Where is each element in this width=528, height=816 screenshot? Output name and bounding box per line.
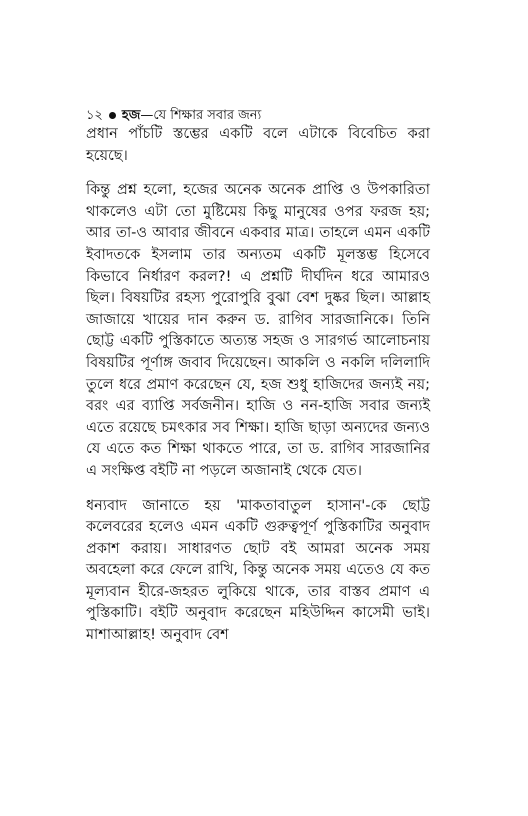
book-subtitle: —যে শিক্ষার সবার জন্য	[140, 108, 262, 123]
paragraph-1: প্রধান পাঁচটি স্তম্ভের একটি বলে এটাকে বিবেচিত করা হয়েছে।	[86, 126, 430, 164]
page-number: ১২	[86, 108, 103, 123]
running-header	[86, 108, 261, 124]
body-text	[86, 124, 430, 647]
bullet-icon	[109, 112, 116, 119]
book-title: হজ	[121, 108, 141, 123]
paragraph-3: ধন্যবাদ জানাতে হয় 'মাকতাবাতুল হাসান'-কে ছোট্ট কলেবরের হলেও এমন একটি গুরুত্বপূর্ণ পুস্তিকাটির অনুবাদ প্রকাশ করায়। সাধারণত ছোট বই আমরা অনেক সময় অবহেলা করে ফেলে রাখি, কিন্তু অনেক সময় এতেও যে কত মূল্যবান হীরে-জহরত লুকিয়ে থাকে, তার বাস্তব প্রমাণ এ পুস্তিকাটি। বইটি অনুবাদ করেছেন মহিউদ্দিন কাসেমী ভাই। মাশাআল্লাহ! অনুবাদ বেশ	[86, 497, 430, 644]
paragraph-2: কিন্তু প্রশ্ন হলো, হজের অনেক অনেক প্রাপ্তি ও উপকারিতা থাকলেও এটা তো মুষ্টিমেয় কিছু মানুষের ওপর ফরজ হয়; আর তা-ও আবার জীবনে একবার মাত্র। তাহলে এমন একটি ইবাদতকে ইসলাম তার অন্যতম একটি মূলস্তম্ভ হিসেবে কিভাবে নির্ধারণ করল?! এ প্রশ্নটি দীর্ঘদিন ধরে আমারও ছিল। বিষয়টির রহস্য পুরোপুরি বুঝা বেশ দুষ্কর ছিল। আল্লাহ জাজায়ে খায়ের দান করুন ড. রাগিব সারজানিকে। তিনি ছোট্ট একটি পুস্তিকাতে অত্যন্ত সহজ ও সারগর্ভ আলোচনায় বিষয়টির পূর্ণাঙ্গ জবাব দিয়েছেন। আকলি ও নকলি দলিলাদি তুলে ধরে প্রমাণ করেছেন যে, হজ শুধু হাজিদের জন্যই নয়; বরং এর ব্যাপ্তি সর্বজনীন। হাজি ও নন-হাজি সবার জন্যই এতে রয়েছে চমৎকার সব শিক্ষা। হাজি ছাড়া অন্যদের জন্যও যে এতে কত শিক্ষা থাকতে পারে, তা ড. রাগিব সারজানির এ সংক্ষিপ্ত বইটি না পড়লে অজানাই থেকে যেত।	[86, 182, 430, 479]
